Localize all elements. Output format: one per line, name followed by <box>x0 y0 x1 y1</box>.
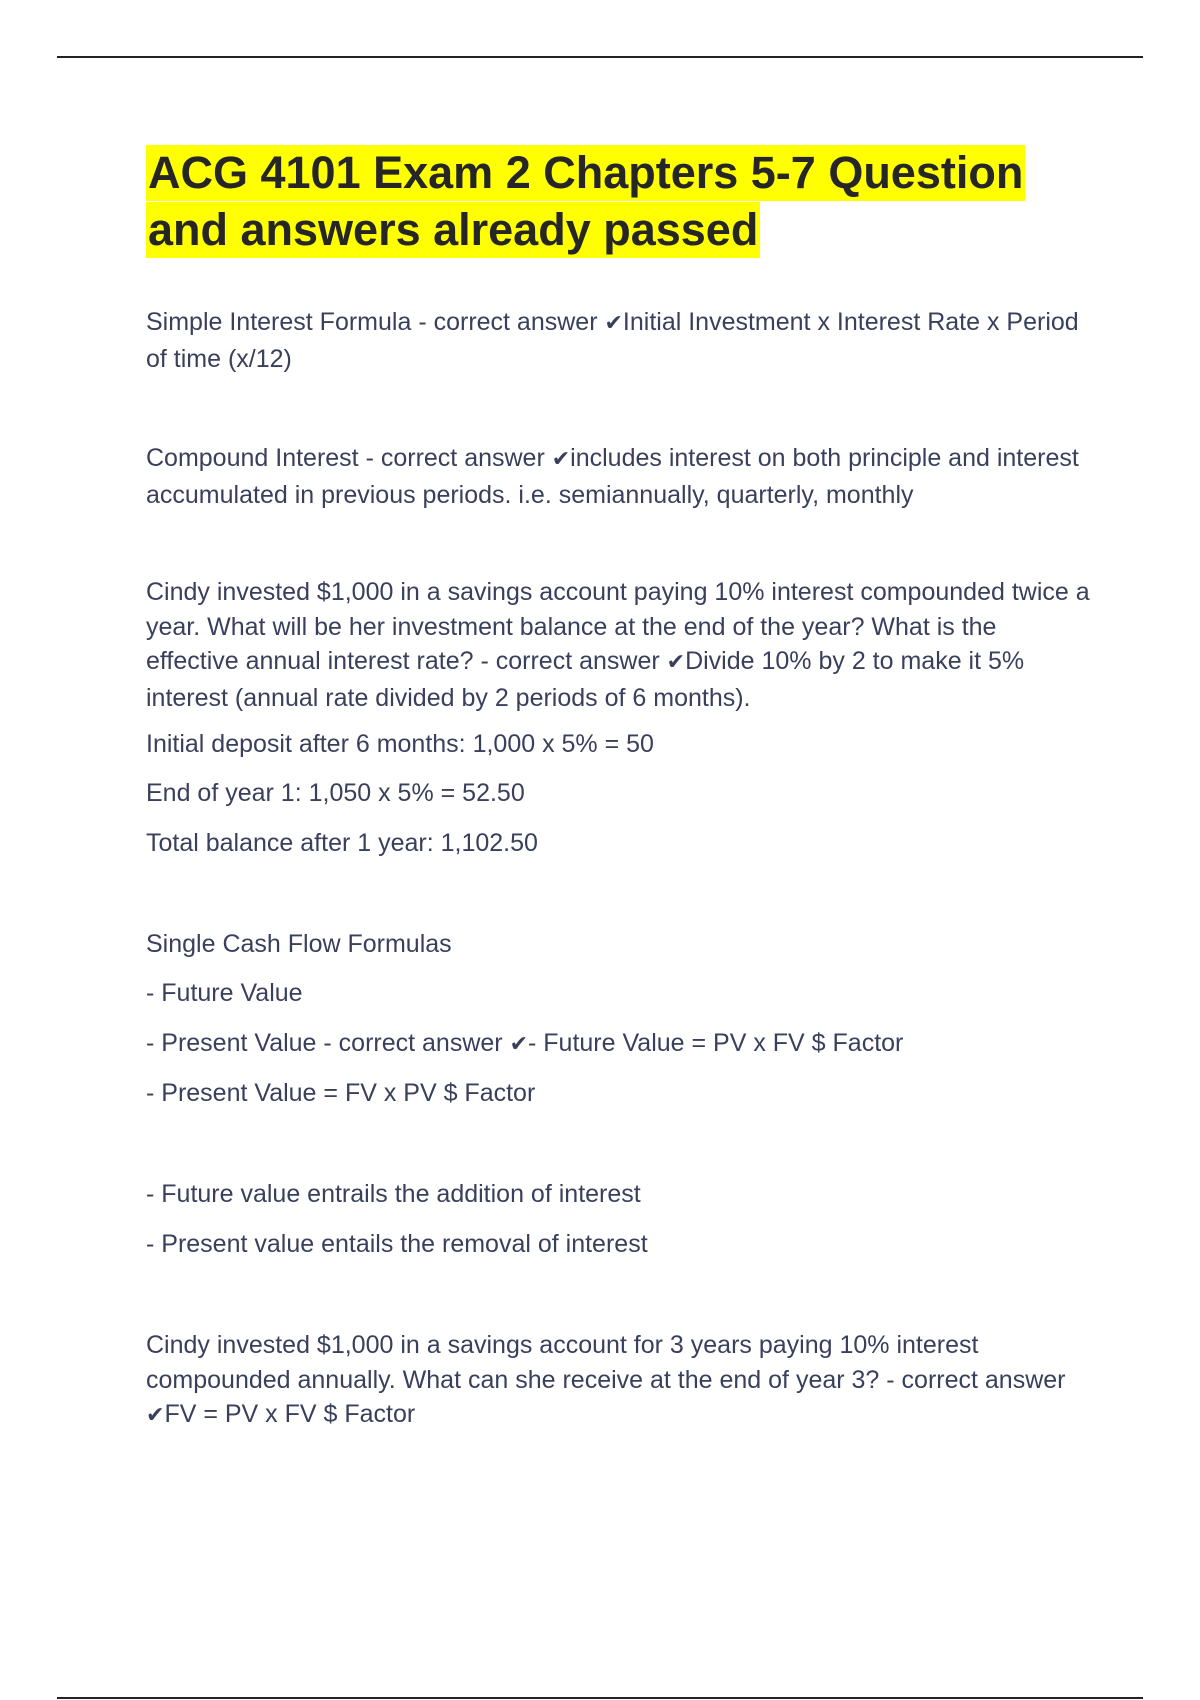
qa-item-cindy-annual <box>146 1328 1096 1434</box>
question-text: Cindy invested $1,000 in a savings account paying 10% interest compounded twice a year. What will be her investment balance at the end of the year? What is the effective annual interest rate? - correct answer <box>146 578 1090 675</box>
checkmark-icon: ✔ <box>666 650 686 675</box>
formula-line: - Present Value = FV x PV $ Factor <box>146 1079 536 1107</box>
checkmark-icon: ✔ <box>604 311 623 336</box>
calc-line: Total balance after 1 year: 1,102.50 <box>146 829 538 857</box>
calc-line: Initial deposit after 6 months: 1,000 x 5% = 50 <box>146 730 654 758</box>
bottom-rule <box>57 1697 1143 1699</box>
answer-text: - Future Value = PV x FV $ Factor <box>528 1029 904 1057</box>
qa-item-compound-interest <box>146 441 1096 512</box>
checkmark-icon: ✔ <box>551 447 571 472</box>
answer-text: Initial Investment x Interest Rate x Period of time (x/12) <box>146 308 1079 373</box>
question-text: Compound Interest - correct answer <box>146 444 552 472</box>
title-highlight: ACG 4101 Exam 2 Chapters 5-7 Question and answers already passed <box>146 145 1025 258</box>
note-line: - Future value entrails the addition of interest <box>146 1180 641 1208</box>
answer-text: includes interest on both principle and interest accumulated in previous periods. i.e. semiannually, quarterly, monthly <box>146 444 1079 509</box>
checkmark-icon: ✔ <box>509 1032 528 1057</box>
formula-line: - Future Value <box>146 979 303 1007</box>
question-text: - Present Value - correct answer <box>146 1029 510 1057</box>
question-text: Simple Interest Formula - correct answer <box>146 308 605 336</box>
question-text: Cindy invested $1,000 in a savings account for 3 years paying 10% interest compounded annually. What can she receive at the end of year 3? - correct answer <box>146 1331 1066 1394</box>
section-heading: Single Cash Flow Formulas <box>146 930 452 958</box>
formula-qa-line <box>146 1026 903 1063</box>
answer-text: FV = PV x FV $ Factor <box>164 1400 416 1428</box>
qa-item-cindy-semiannual <box>146 575 1096 715</box>
document-title <box>146 144 1096 258</box>
top-rule <box>57 56 1143 58</box>
checkmark-icon: ✔ <box>146 1403 165 1428</box>
calc-line: End of year 1: 1,050 x 5% = 52.50 <box>146 779 525 807</box>
answer-text: Divide 10% by 2 to make it 5% interest (annual rate divided by 2 periods of 6 months). <box>146 647 1025 712</box>
note-line: - Present value entails the removal of interest <box>146 1230 648 1258</box>
qa-item-simple-interest <box>146 305 1096 376</box>
